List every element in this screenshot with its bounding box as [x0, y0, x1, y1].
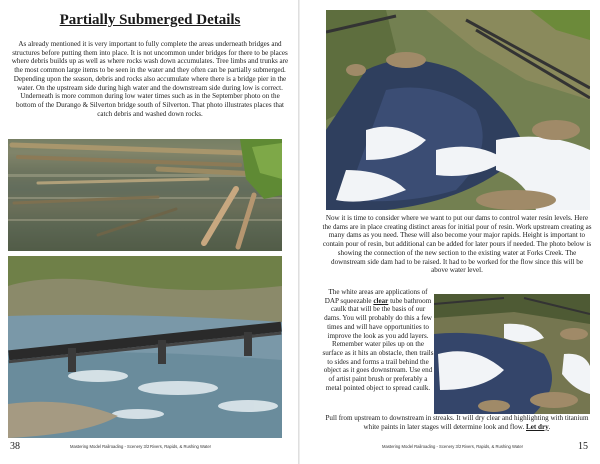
photo-submerged-logs — [8, 139, 282, 251]
drying-text-a: Pull from upstream to downstream in streaks. It will dry clear and highlighting with titanium white paints in later stages will determine look and flow. — [325, 414, 589, 431]
footer-title-right: Rivers, Rapids, & Rushing Water — [462, 444, 524, 449]
footer-publisher-left: Mastering Model Railroading - Scenery 3/2 — [70, 444, 150, 449]
caulk-paragraph — [322, 288, 434, 392]
caulk-illustration — [434, 294, 590, 414]
bridge-illustration — [8, 256, 282, 438]
right-page — [300, 0, 600, 464]
drying-text-let-dry: Let dry — [526, 422, 549, 431]
caulk-text-a: The white areas are applications of DAP squeezable — [324, 288, 428, 305]
dams-paragraph: Now it is time to consider where we want to put our dams to control water resin levels. Here the dams are in place creating distinct areas for initial pour of resin. Work upstream creating as many dams as you need. These will also become your major rapids. Height is important to contain pour of resin, but additional can be added for later pours if needed. The photo below is showing the connection of the new section to the existing water at Forks Creek. The downstream side dam had to be raised. It had to be worked for the flow since this will be above water level. — [322, 214, 592, 275]
photo-dams-in-place — [326, 10, 590, 210]
page-number-right: 15 — [578, 441, 588, 452]
caulk-text-c: tube bathroom caulk that will be the basis of our dams. You will probably do this a few times and will have opportunities to improve the look as you add layers. Remember water piles up on the surface as it hits an obstacle, then trails to sides and forms a trail behind the object as it goes downstream. Use end of artist paint brush or preferably a metal pointed object to spread caulk. — [322, 296, 434, 392]
photo-durango-silverton-bridge — [8, 256, 282, 438]
page-number-left: 38 — [10, 441, 20, 452]
intro-paragraph: As already mentioned it is very important to fully complete the areas underneath bridges and structures before putting them into place. It is not uncommon under bridges for there to be places where debris builds up as well as where rocks wash down accumulates. Tree limbs and trunks are the most common large items to be seen in the water and they often can be partially submerged. Depending upon the season, debris and rocks also accumulate where there is a bridge pier in the water. On the upstream side during high water and the downstream side during low is correct. Underneath is more common during low water times such as in the September photo on the bottom of the Durango & Silverton bridge south of Silverton. That photo illustrates places that catch debris and washed down rocks. — [11, 40, 289, 118]
drying-paragraph — [322, 414, 592, 431]
drying-text-c: . — [548, 422, 551, 431]
footer-title-left: Rivers, Rapids, & Rushing Water — [150, 444, 212, 449]
footer-publisher-right: Mastering Model Railroading - Scenery 3/2 — [382, 444, 462, 449]
logs-illustration — [8, 139, 282, 251]
photo-caulk-dams — [434, 294, 590, 414]
page-title: Partially Submerged Details — [59, 12, 241, 28]
caulk-text-clear: clear — [373, 296, 389, 305]
dams-illustration — [326, 10, 590, 210]
